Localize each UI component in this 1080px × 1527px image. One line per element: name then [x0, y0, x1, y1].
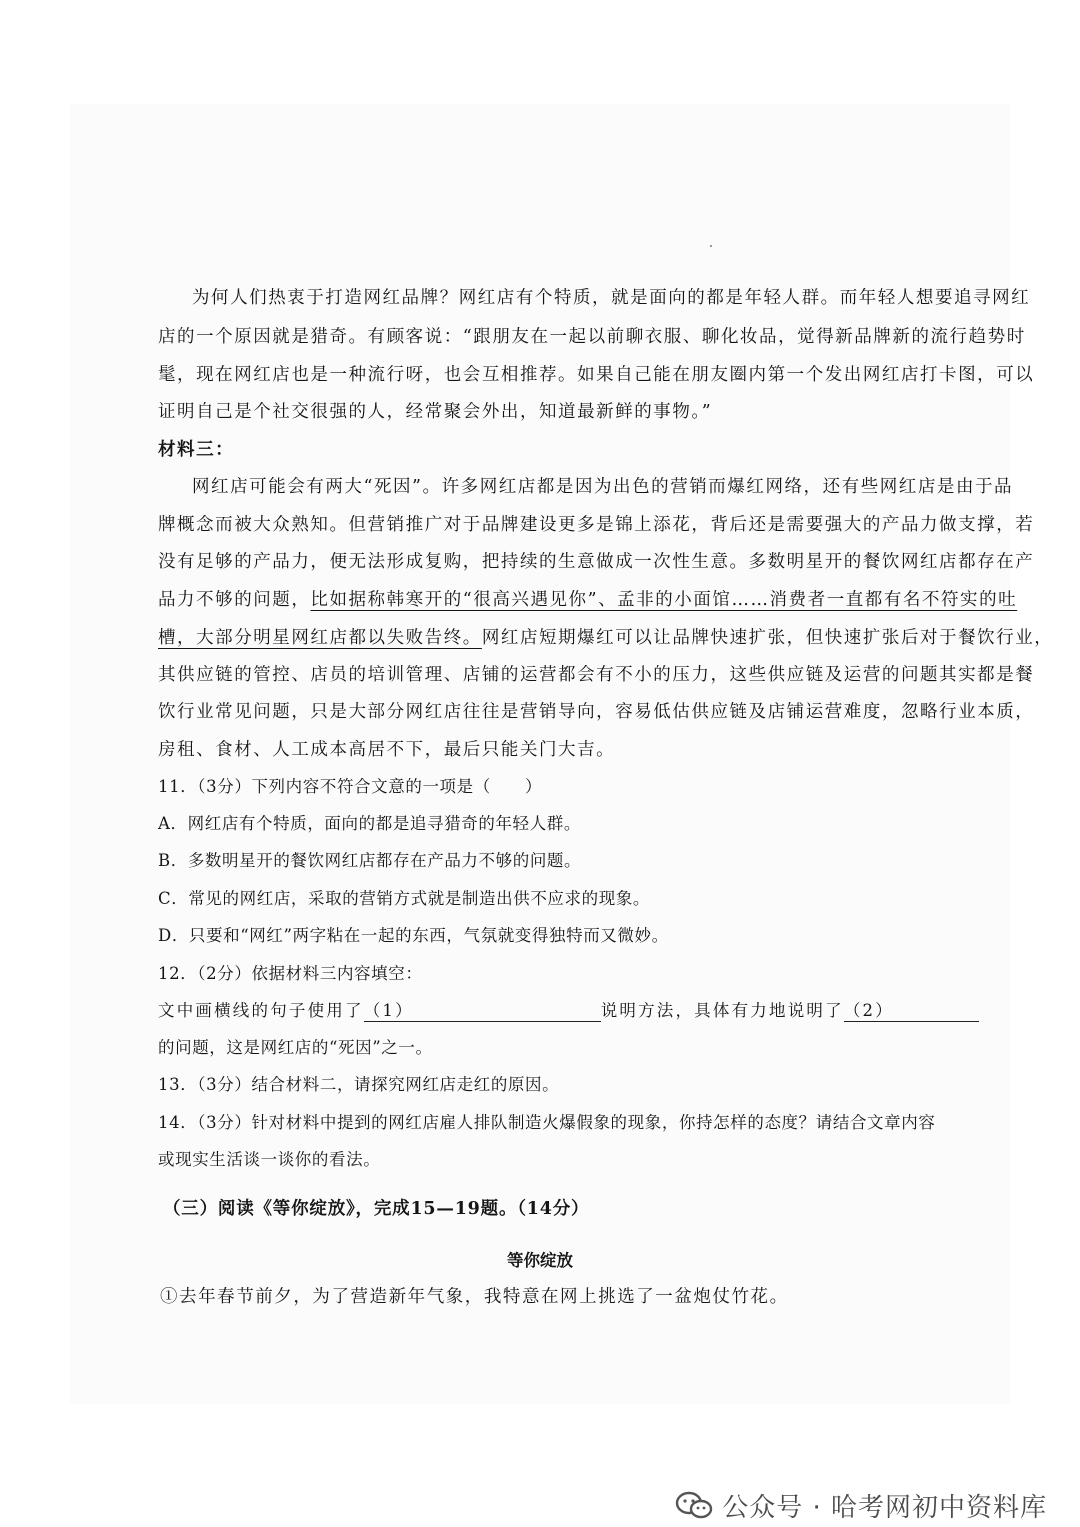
material-text: 网红店短期爆红可以让品牌快速扩张，但快速扩张后对于餐饮行业， [481, 628, 1054, 648]
passage-line: 证明自己是个社交很强的人，经常聚会外出，知道最新鲜的事物。” [158, 402, 713, 422]
material-line: 其供应链的管控、店员的培训管理、店铺的运营都会有不小的压力，这些供应链及运营的问题其实都是餐 [158, 665, 1035, 685]
material-line: 没有足够的产品力，便无法形成复购，把持续的生意做成一次性生意。多数明星开的餐饮网红店都存在产 [158, 552, 1035, 572]
passage-line: 髦，现在网红店也是一种流行呀，也会互相推荐。如果自己能在朋友圈内第一个发出网红店打卡图，可以 [158, 365, 1035, 385]
option-a: A．网红店有个特质，面向的都是追寻猎奇的年轻人群。 [158, 814, 581, 833]
scan-speck [710, 245, 712, 247]
answer-blank-1[interactable] [364, 997, 601, 1022]
fill-text: 说明方法，具体有力地说明了 [600, 1001, 844, 1020]
material-line: 牌概念而被大众熟知。但营销推广对于品牌建设更多是锦上添花，背后还是需要强大的产品力做支撑，若 [158, 515, 1035, 535]
article-title: 等你绽放 [507, 1251, 573, 1270]
question-12: 12．（2分）依据材料三内容填空： [158, 964, 423, 983]
watermark [674, 1485, 1047, 1525]
material-line [158, 624, 1053, 649]
material-line: 网红店可能会有两大“死因”。许多网红店都是因为出色的营销而爆红网络，还有些网红店是由于品 [192, 477, 1014, 497]
fill-text: 文中画横线的句子使用了 [158, 1001, 364, 1020]
question-14-continued: 或现实生活谈一谈你的看法。 [158, 1150, 381, 1169]
question-11: 11．（3分）下列内容不符合文意的一项是（ ） [158, 777, 543, 796]
material-line [158, 586, 1017, 611]
question-12-fill-line [158, 997, 979, 1022]
article-paragraph: ①去年春节前夕，为了营造新年气象，我特意在网上挑选了一盆炮仗竹花。 [160, 1287, 789, 1307]
option-b: B．多数明星开的餐饮网红店都存在产品力不够的问题。 [158, 851, 582, 870]
answer-blank-2[interactable] [844, 997, 979, 1022]
underlined-sentence: 比如据称韩寒开的“很高兴遇见你”、孟非的小面馆……消费者一直都有名不符实的吐 [310, 590, 1018, 610]
wechat-icon [674, 1490, 714, 1520]
blank-label: （2） [843, 1001, 894, 1020]
section-heading: （三）阅读《等你绽放》，完成15—19题。（14分） [163, 1199, 590, 1219]
underlined-sentence: 槽，大部分明星网红店都以失败告终。 [158, 628, 482, 648]
question-14: 14．（3分）针对材料中提到的网红店雇人排队制造火爆假象的现象，你持怎样的态度？请结合文章内容 [158, 1113, 936, 1132]
material-heading: 材料三： [158, 440, 235, 460]
material-line: 饮行业常见问题，只是大部分网红店往往是营销导向，容易低估供应链及店铺运营难度，忽略行业本质， [158, 702, 1035, 722]
option-c: C．常见的网红店，采取的营销方式就是制造出供不应求的现象。 [158, 889, 651, 908]
passage-line: 店的一个原因就是猎奇。有顾客说：“跟朋友在一起以前聊衣服、聊化妆品，觉得新品牌新的流行趋势时 [158, 327, 1026, 347]
question-13: 13．（3分）结合材料二，请探究网红店走红的原因。 [158, 1075, 560, 1094]
passage-line: 为何人们热衷于打造网红品牌？网红店有个特质，就是面向的都是年轻人群。而年轻人想要追寻网红 [192, 288, 1031, 308]
material-text: 品力不够的问题， [158, 590, 311, 610]
material-line: 房租、食材、人工成本高居不下，最后只能关门大吉。 [158, 740, 616, 760]
blank-label: （1） [363, 1001, 414, 1020]
option-d: D．只要和“网红”两字粘在一起的东西，气氛就变得独特而又微妙。 [158, 926, 669, 945]
question-12-continued: 的问题，这是网红店的“死因”之一。 [158, 1038, 433, 1057]
watermark-text: 公众号 · 哈考网初中资料库 [722, 1492, 1047, 1523]
